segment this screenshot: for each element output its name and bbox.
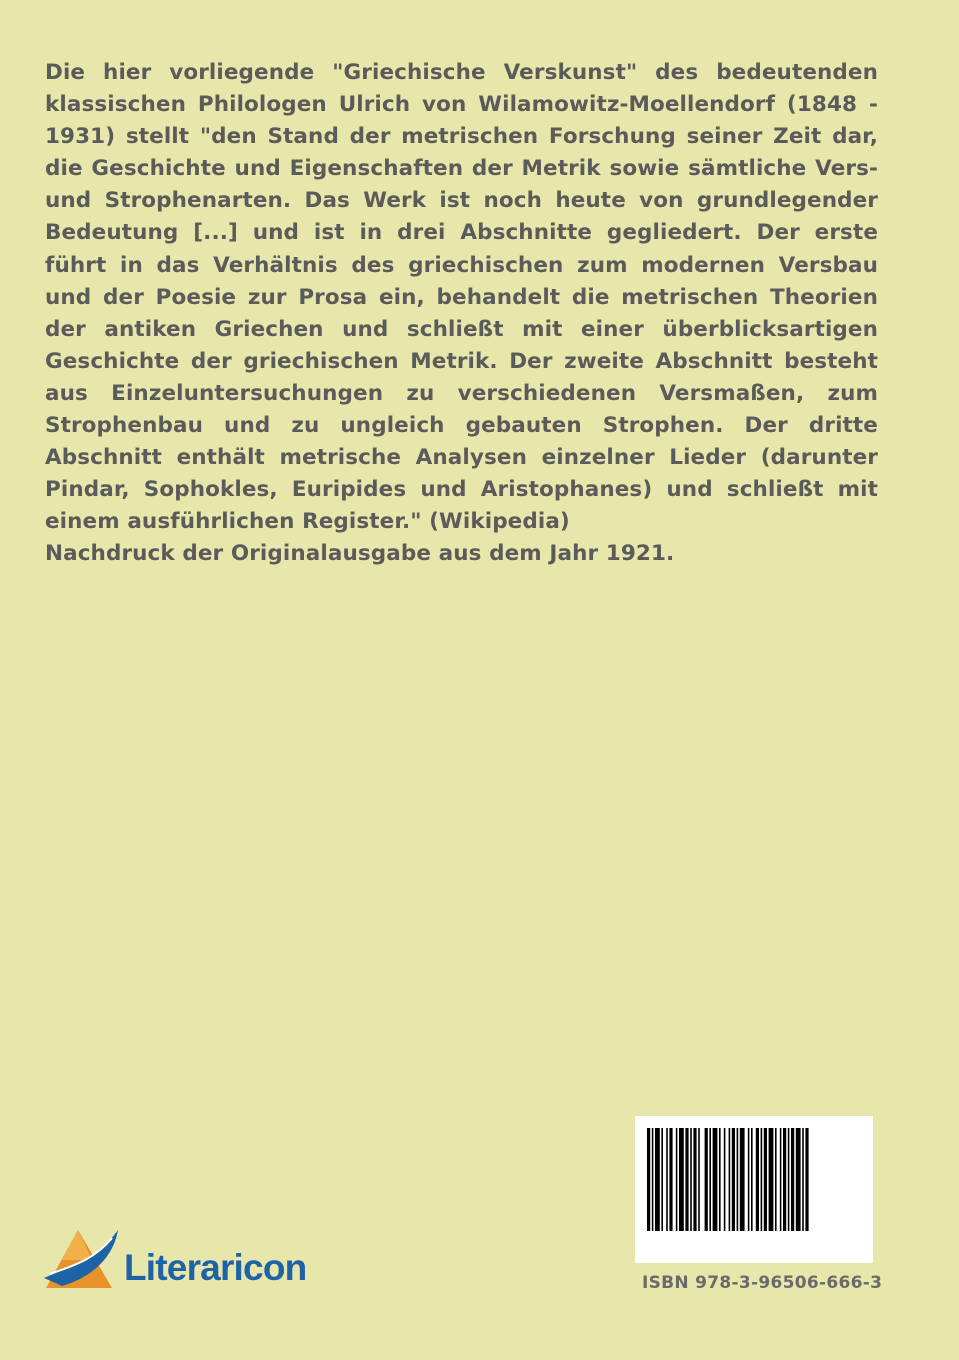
publisher-logo bbox=[40, 1222, 307, 1302]
isbn-label: ISBN 978-3-96506-666-3 bbox=[642, 1273, 883, 1293]
reprint-note: Nachdruck der Originalausgabe aus dem Jahr 1921. bbox=[45, 541, 675, 567]
description-paragraph: Die hier vorliegende "Griechische Verskunst" des bedeutenden klassischen Philologen Ulrich von Wilamowitz-Moellendorf (1848 - 1931) stellt "den Stand der metrischen Forschung seiner Zeit dar, die Geschichte und Eigenschaften der Metrik sowie sämtliche Vers- und Strophenarten. Das Werk ist noch heute von grundlegender Bedeutung [...] und ist in drei Abschnitte gegliedert. Der erste führt in das Verhältnis des griechischen zum modernen Versbau und der Poesie zur Prosa ein, behandelt die metrischen Theorien der antiken Griechen und schließt mit einer überblicksartigen Geschichte der griechischen Metrik. Der zweite Abschnitt besteht aus Einzeluntersuchungen zu verschiedenen Versmaßen, zum Strophenbau und zu ungleich gebauten Strophen. Der dritte Abschnitt enthält metrische Analysen einzelner Lieder (darunter Pindar, Sophokles, Euripides und Aristophanes) und schließt mit einem ausführlichen Register." (Wikipedia) bbox=[45, 60, 878, 535]
barcode bbox=[635, 1116, 873, 1263]
barcode-bars bbox=[635, 1116, 873, 1263]
back-cover-description bbox=[45, 57, 878, 571]
publisher-name: Literaricon bbox=[124, 1247, 307, 1288]
triangle-swoosh-icon bbox=[40, 1222, 130, 1294]
